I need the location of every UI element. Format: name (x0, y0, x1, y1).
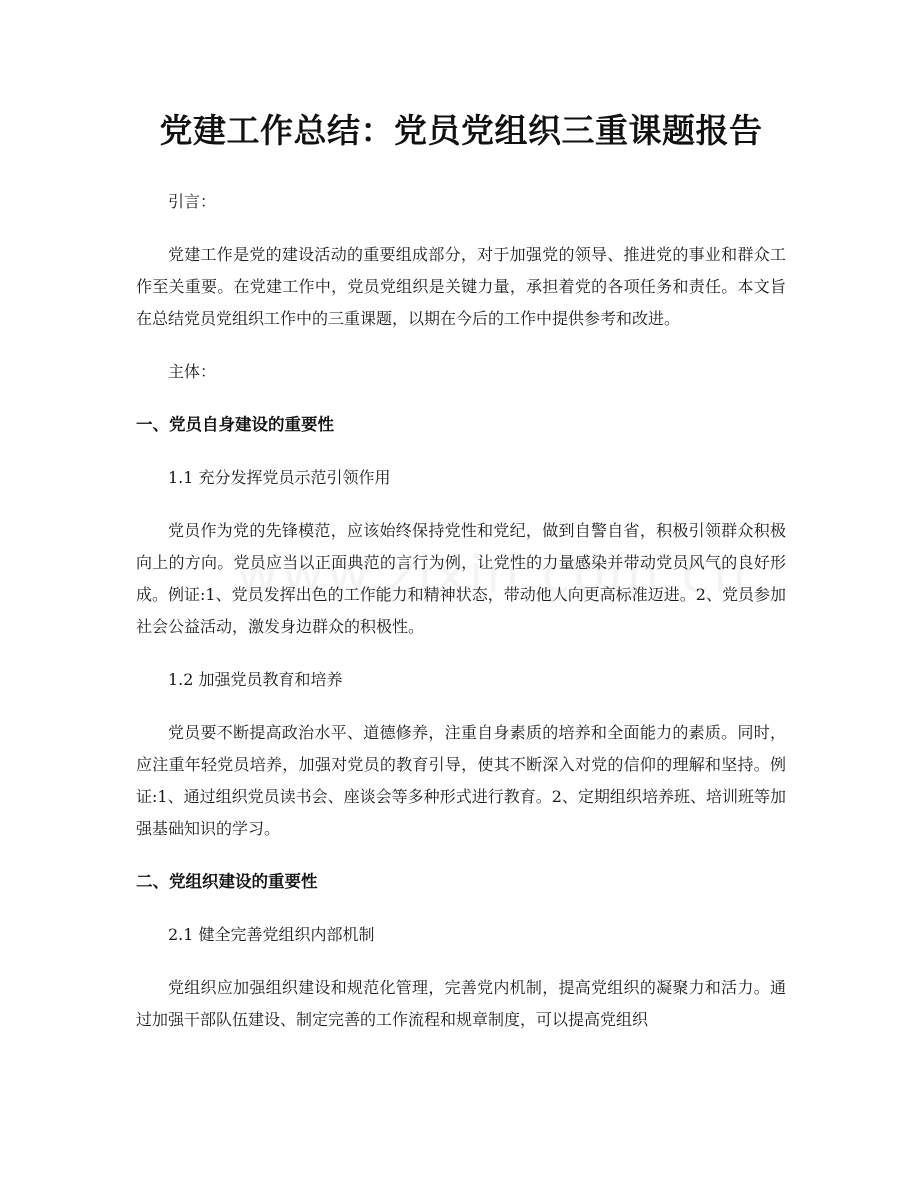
subsection-2-1-paragraph: 党组织应加强组织建设和规范化管理，完善党内机制，提高党组织的凝聚力和活力。通过加强干部队伍建设、制定完善的工作流程和规章制度，可以提高党组织 (136, 978, 786, 1029)
document-title: 党建工作总结：党员党组织三重课题报告 (159, 111, 763, 150)
section-1-heading: 一、党员自身建设的重要性 (136, 415, 334, 434)
subsection-2-1-heading: 2.1 健全完善党组织内部机制 (168, 925, 375, 944)
subsection-1-2-heading: 1.2 加强党员教育和培养 (168, 670, 343, 689)
section-2-heading: 二、党组织建设的重要性 (136, 872, 318, 891)
intro-label: 引言： (168, 192, 217, 211)
subsection-1-1-paragraph: 党员作为党的先锋模范，应该始终保持党性和党纪，做到自警自省，积极引领群众积极向上的方向。党员应当以正面典范的言行为例，让党性的力量感染并带动党员风气的良好形成。例证:1、党员发挥出色的工作能力和精神状态，带动他人向更高标准迈进。2、党员参加社会公益活动，激发身边群众的积极性。 (136, 521, 786, 636)
subsection-1-1-heading: 1.1 充分发挥党员示范引领作用 (168, 468, 391, 487)
intro-paragraph: 党建工作是党的建设活动的重要组成部分，对于加强党的领导、推进党的事业和群众工作至关重要。在党建工作中，党员党组织是关键力量，承担着党的各项任务和责任。本文旨在总结党员党组织工作中的三重课题，以期在今后的工作中提供参考和改进。 (136, 245, 786, 328)
subsection-1-2-paragraph: 党员要不断提高政治水平、道德修养，注重自身素质的培养和全面能力的素质。同时，应注重年轻党员培养，加强对党员的教育引导，使其不断深入对党的信仰的理解和坚持。例证:1、通过组织党员读书会、座谈会等多种形式进行教育。2、定期组织培养班、培训班等加强基础知识的学习。 (136, 723, 786, 838)
body-label: 主体： (168, 362, 217, 381)
document-page (136, 98, 786, 1036)
